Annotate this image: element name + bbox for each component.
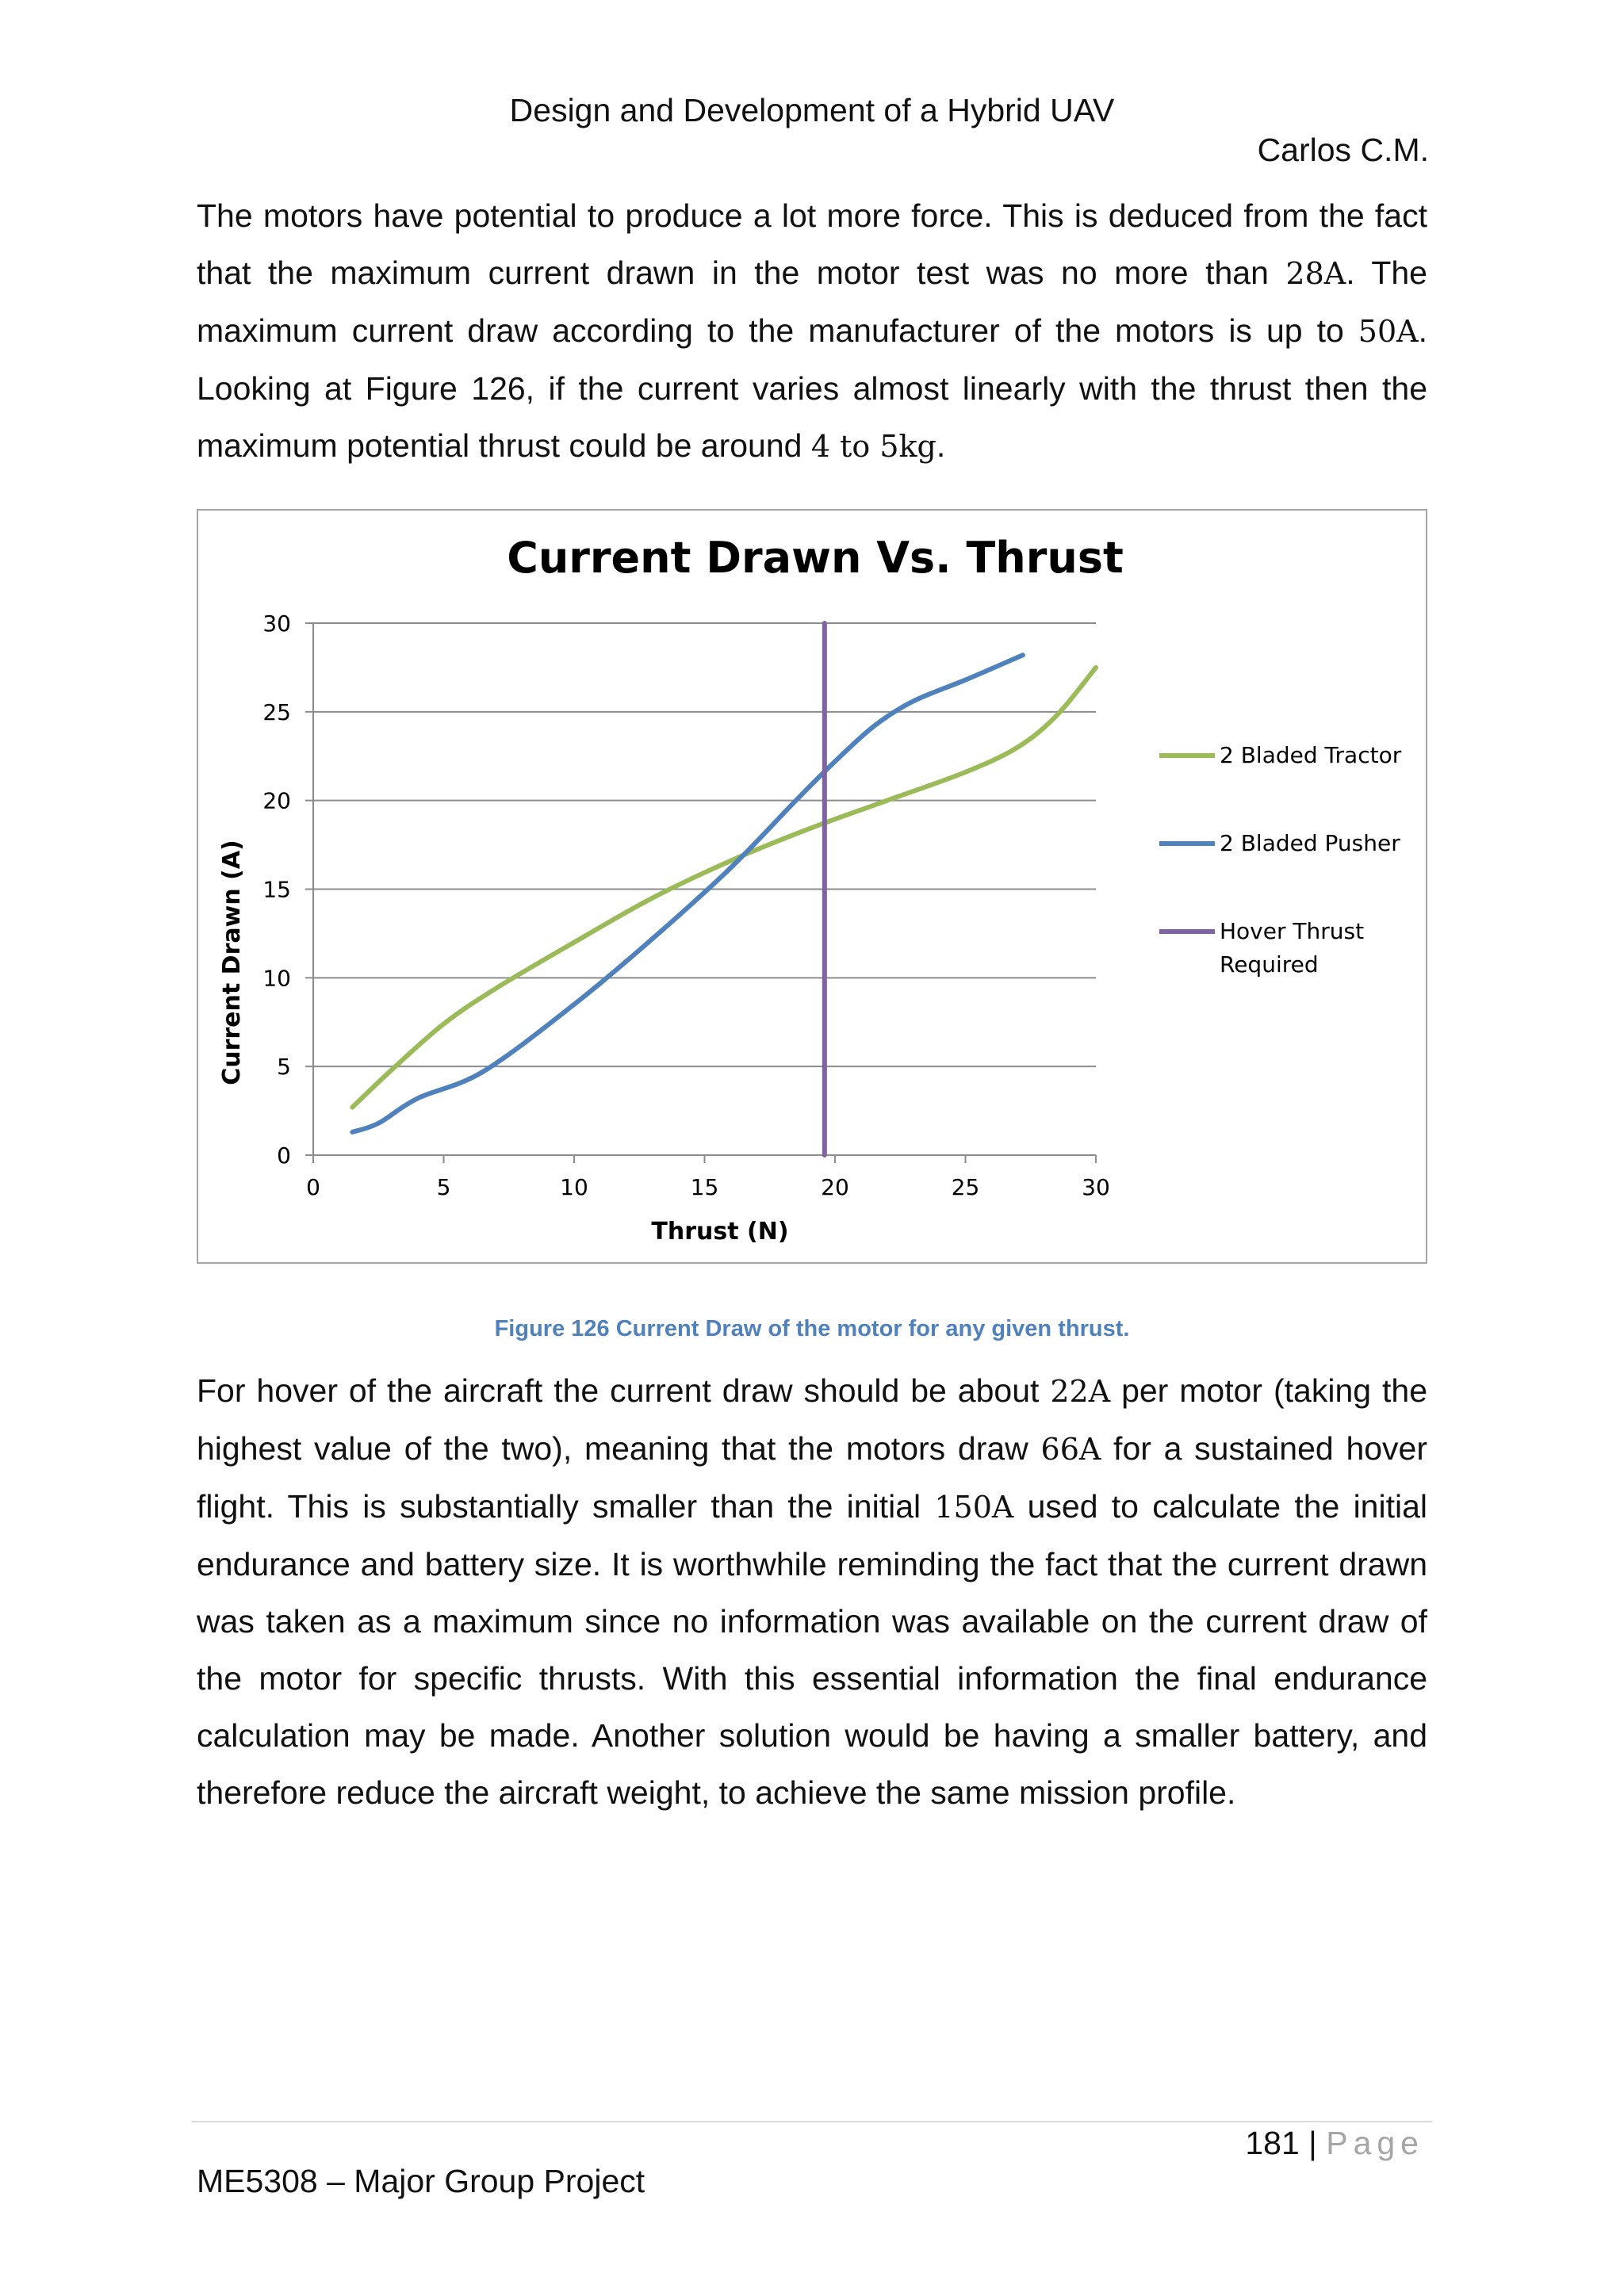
series-line-2-bladed-tractor	[352, 668, 1096, 1108]
paragraph-hover	[197, 1362, 1427, 1821]
paragraph-line: flight. This is substantially smaller than the initial 150A used to calculate the initial	[197, 1488, 1427, 1525]
x-tick-label: 15	[690, 1174, 719, 1200]
math-value: 150A	[934, 1490, 1014, 1525]
footer-project: ME5308 – Major Group Project	[197, 2163, 645, 2199]
paragraph-line: calculation may be made. Another solution would be having a smaller battery, and	[197, 1717, 1427, 1754]
math-value: 22A	[1050, 1374, 1111, 1409]
y-axis-label: Current Drawn (A)	[218, 840, 246, 1085]
chart-title: Current Drawn Vs. Thrust	[507, 533, 1124, 583]
chart-frame	[197, 509, 1427, 1264]
chart-legend	[1159, 742, 1402, 978]
x-tick-label: 25	[951, 1174, 980, 1200]
legend-label-2-bladed-tractor: 2 Bladed Tractor	[1220, 742, 1402, 768]
paragraph-line: Looking at Figure 126, if the current varies almost linearly with the thrust then the	[197, 370, 1427, 407]
y-tick-label: 15	[262, 876, 291, 903]
figure-caption: Figure 126 Current Draw of the motor for any given thrust.	[494, 1316, 1130, 1341]
footer-divider	[192, 2121, 1432, 2122]
math-value: 50A	[1358, 314, 1419, 349]
y-tick-label: 30	[262, 610, 291, 637]
legend-label-hover-thrust-required: Hover Thrust	[1220, 918, 1365, 944]
paragraph-line: For hover of the aircraft the current draw should be about 22A per motor (taking the	[197, 1372, 1428, 1409]
x-axis-label: Thrust (N)	[651, 1218, 789, 1246]
paragraph-line: highest value of the two), meaning that the motors draw 66A for a sustained hover	[197, 1430, 1427, 1467]
paragraph-intro	[197, 187, 1427, 475]
paragraph-line: that the maximum current drawn in the motor test was no more than 28A. The	[197, 254, 1427, 291]
paragraph-line: therefore reduce the aircraft weight, to achieve the same mission profile.	[197, 1774, 1236, 1811]
paragraph-line: the motor for specific thrusts. With this essential information the final endurance	[197, 1660, 1427, 1697]
paragraph-line: maximum potential thrust could be around 4 to 5kg.	[197, 427, 946, 464]
chart-axes	[262, 610, 1109, 1200]
series-line-2-bladed-pusher	[352, 655, 1023, 1132]
y-tick-label: 5	[277, 1054, 291, 1081]
math-value: 28A	[1285, 256, 1346, 291]
paragraph-line: was taken as a maximum since no information was available on the current draw of	[197, 1603, 1427, 1640]
y-tick-label: 0	[277, 1142, 291, 1169]
legend-label-2-bladed-pusher: 2 Bladed Pusher	[1220, 830, 1400, 856]
x-tick-label: 10	[560, 1174, 588, 1200]
legend-label-hover-thrust-required: Required	[1220, 951, 1319, 978]
paragraph-line: endurance and battery size. It is worthwhile reminding the fact that the current drawn	[197, 1546, 1427, 1582]
x-tick-label: 0	[306, 1174, 320, 1200]
x-tick-label: 30	[1082, 1174, 1110, 1200]
y-tick-label: 25	[262, 698, 291, 725]
x-tick-label: 5	[436, 1174, 451, 1200]
x-tick-label: 20	[821, 1174, 849, 1200]
page-number: 181 | Page	[1245, 2125, 1424, 2161]
header-author: Carlos C.M.	[1257, 132, 1429, 168]
paragraph-line: The motors have potential to produce a lot more force. This is deduced from the fact	[197, 197, 1427, 234]
paragraph-line: maximum current draw according to the manufacturer of the motors is up to 50A.	[197, 312, 1427, 349]
y-tick-label: 10	[262, 965, 291, 992]
chart-grid	[313, 623, 1096, 1066]
math-value: 4 to 5kg	[810, 429, 936, 464]
math-value: 66A	[1040, 1432, 1101, 1467]
y-tick-label: 20	[262, 787, 291, 814]
chart-svg	[198, 511, 1429, 1265]
header-title: Design and Development of a Hybrid UAV	[509, 92, 1115, 128]
